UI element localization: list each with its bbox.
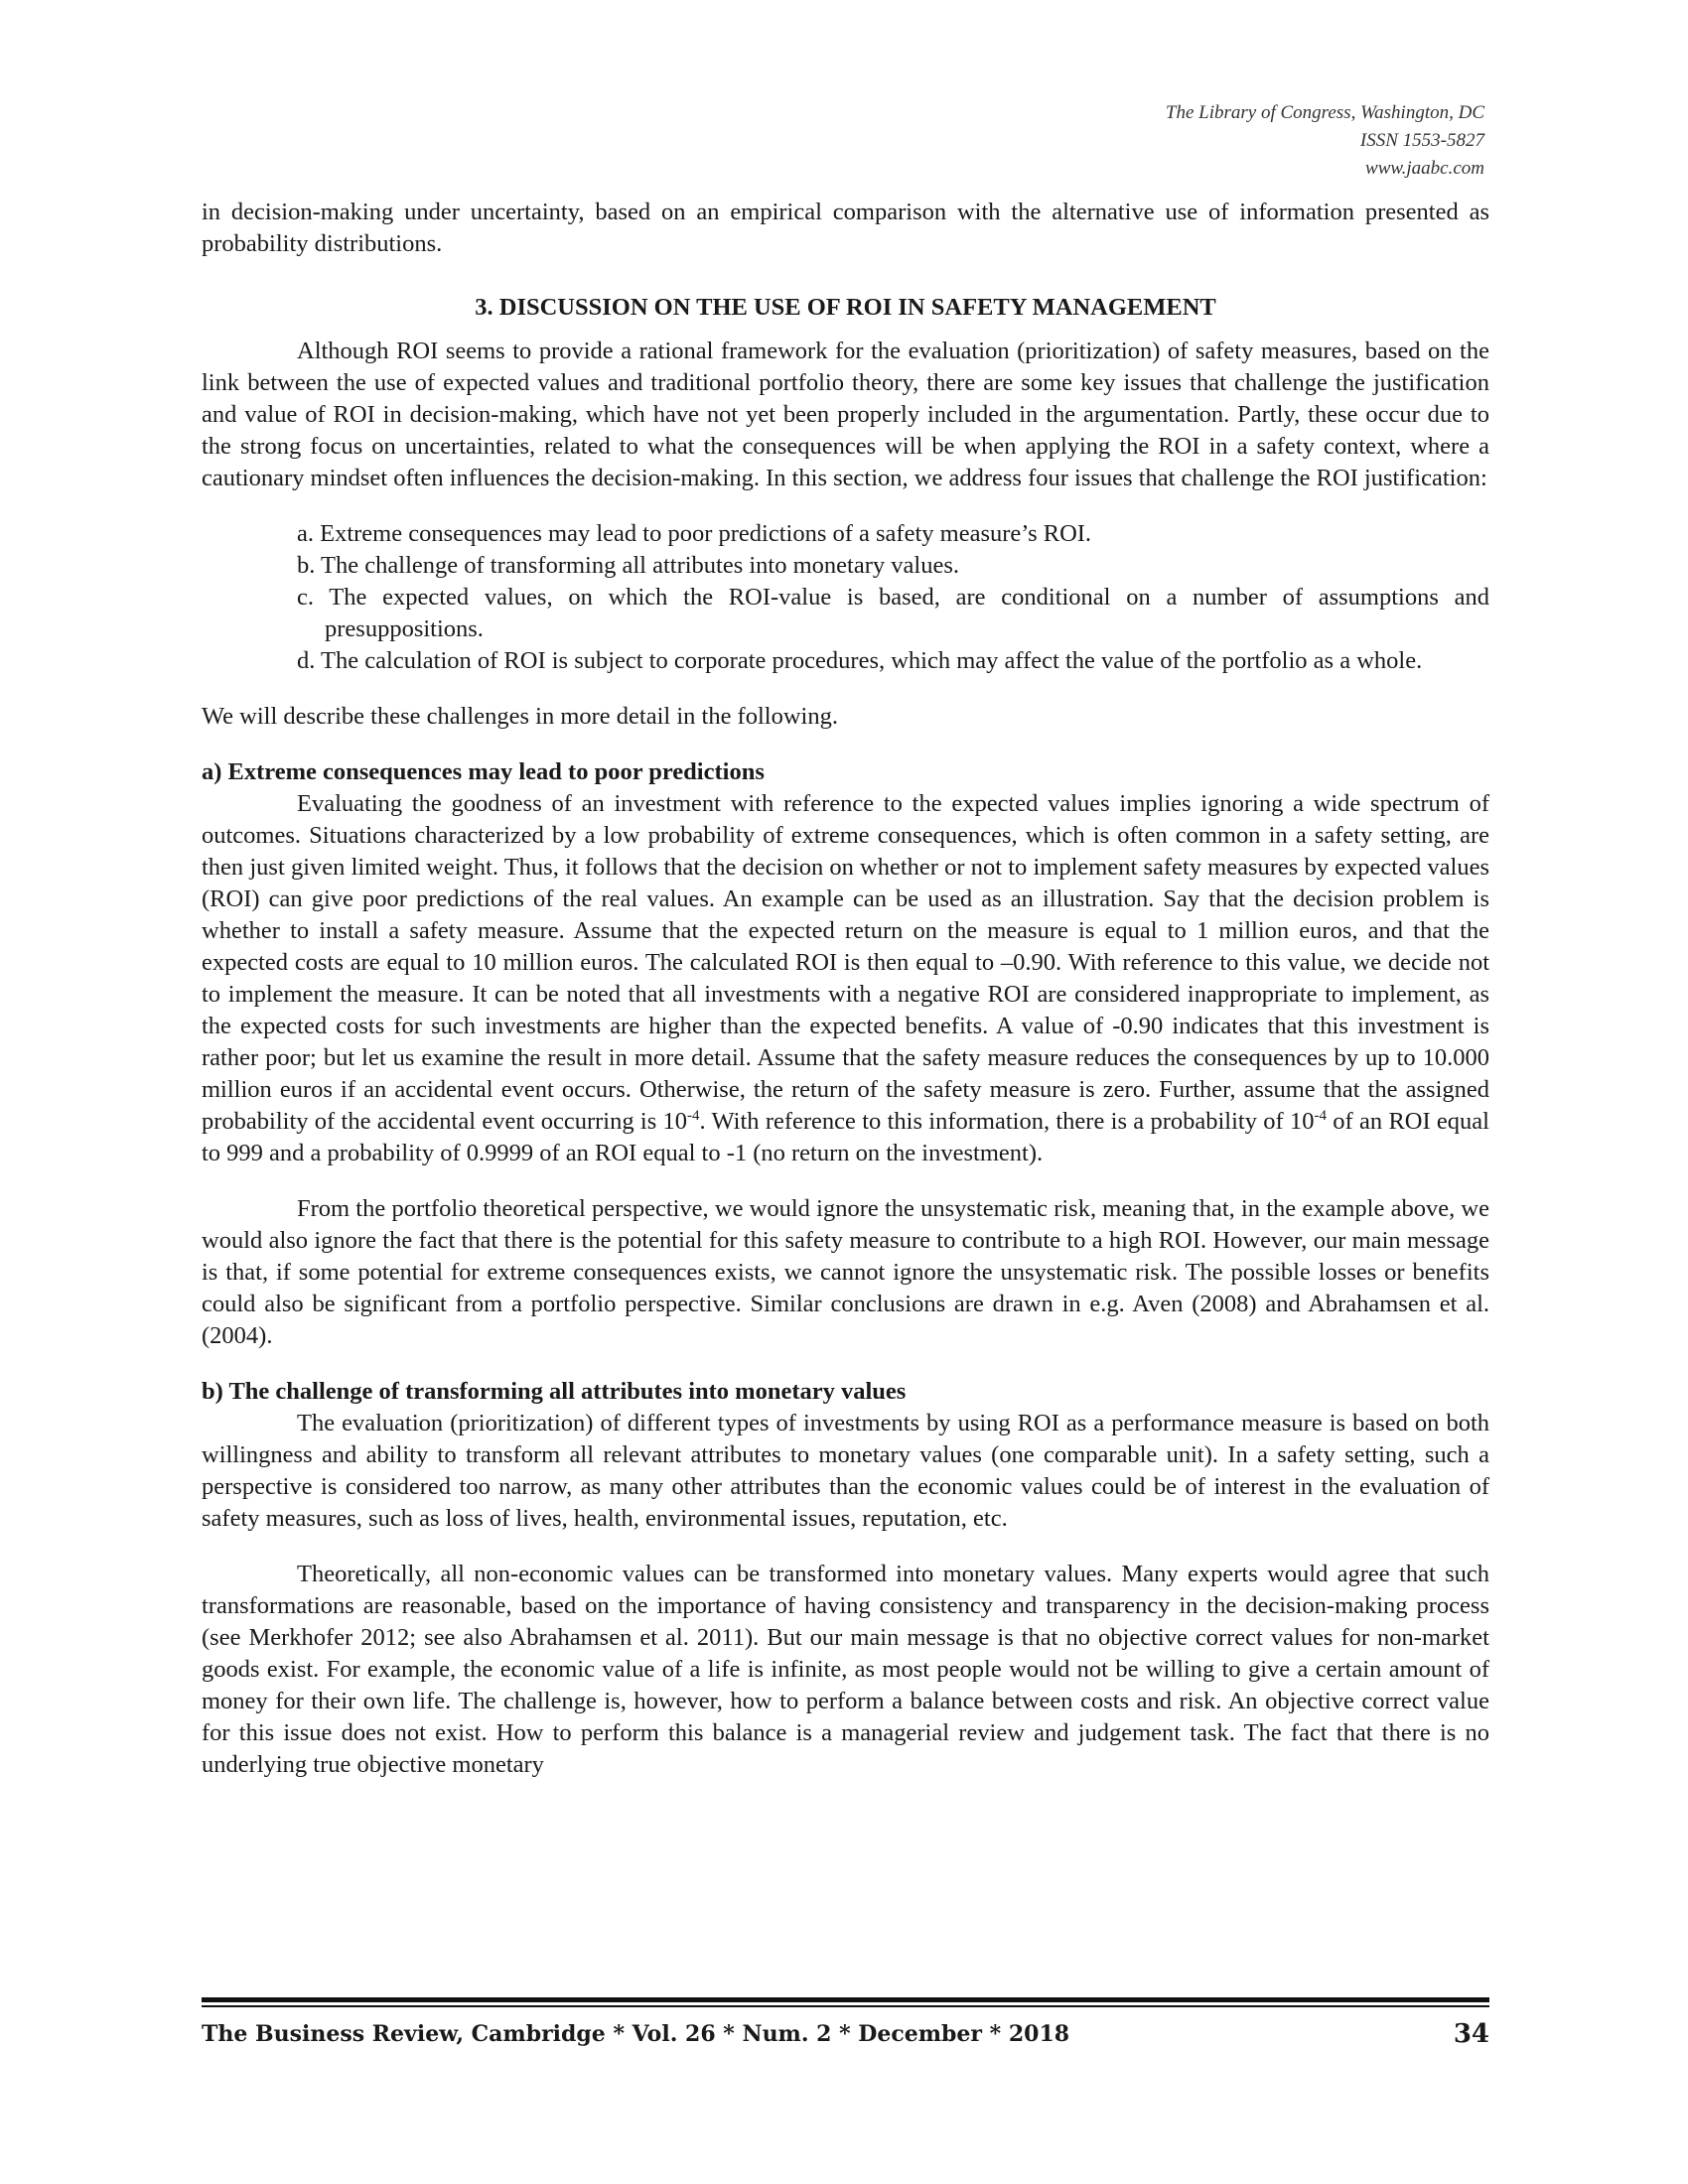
list-item-text: . Extreme consequences may lead to poor predictions of a safety measure’s ROI.: [307, 520, 1092, 547]
body-text: [202, 197, 1489, 1781]
subsection-b-paragraph-2: Theoretically, all non-economic values can be transformed into monetary values. Many experts would agree that such transformations are reasonable, based on the importance of having consistency and transparency in the decision-making process (see Merkhofer 2012; see also Abrahamsen et al. 2011). But our main message is that no objective correct values for non-market goods exist. For example, the economic value of a life is infinite, as most people would not be willing to give a certain amount of money for their own life. The challenge is, however, how to perform a balance between costs and risk. An objective correct value for this issue does not exist. How to perform this balance is a managerial review and judgement task. The fact that there is no underlying true objective monetary: [202, 1561, 1489, 1778]
list-item-label: c: [297, 584, 308, 611]
list-item-text: . The challenge of transforming all attributes into monetary values.: [309, 552, 959, 579]
list-item-text: . The calculation of ROI is subject to corporate procedures, which may affect the value of the portfolio as a whole.: [309, 647, 1423, 674]
issues-list: [297, 518, 1489, 677]
footer-rule: [202, 1997, 1489, 2002]
subsection-a-paragraph-1: Evaluating the goodness of an investment with reference to the expected values implies ignoring a wide spectrum of outcomes. Situations characterized by a low probability of extreme consequences, which is often common in a safety setting, are then just given limited weight. Thus, it follows that the decision on whether or not to implement safety measures by expected values (ROI) can give poor predictions of the real values. An example can be used as an illustration. Say that the decision problem is whether to install a safety measure. Assume that the expected return on the measure is equal to 1 million euros, and that the expected costs are equal to 10 million euros. The calculated ROI is then equal to –0.90. With reference to this value, we decide not to implement the measure. It can be noted that all investments with a negative ROI are considered inappropriate to implement, as the expected costs for such investments are higher than the expected benefits. A value of -0.90 indicates that this investment is rather poor; but let us examine the result in more detail. Assume that the safety measure reduces the consequences by up to 10.000 million euros if an accidental event occurs. Otherwise, the return of the safety measure is zero. Further, assume that the assigned probability of the accidental event occurring is $10^{-4}$. With reference to this information, there is a probability of $10^{-4}$ of an ROI equal to 999 and a probability of 0.9999 of an ROI equal to -1 (no return on the investment).: [202, 790, 1489, 1166]
running-header: [1166, 99, 1484, 183]
subsection-b-paragraph-1: The evaluation (prioritization) of different types of investments by using ROI as a performance measure is based on both willingness and ability to transform all relevant attributes to monetary values (one comparable unit). In a safety setting, such a perspective is considered too narrow, as many other attributes than the economic values could be of interest in the evaluation of safety measures, such as loss of lives, health, environmental issues, reputation, etc.: [202, 1410, 1489, 1532]
describe-line: We will describe these challenges in more detail in the following.: [202, 703, 838, 730]
subsection-a-heading: a) Extreme consequences may lead to poor predictions: [202, 758, 765, 785]
list-item: [297, 582, 1489, 645]
section-paragraph: Although ROI seems to provide a rational framework for the evaluation (prioritization) of safety measures, based on the link between the use of expected values and traditional portfolio theory, there are some key issues that challenge the justification and value of ROI in decision-making, which have not yet been properly included in the argumentation. Partly, these occur due to the strong focus on uncertainties, related to what the consequences will be when applying the ROI in a safety context, where a cautionary mindset often influences the decision-making. In this section, we address four issues that challenge the ROI justification:: [202, 338, 1489, 491]
list-item-label: b: [297, 552, 310, 579]
header-publisher: The Library of Congress, Washington, DC: [1165, 102, 1484, 123]
subsection-b-heading: b) The challenge of transforming all attributes into monetary values: [202, 1378, 907, 1405]
footer-journal-info: The Business Review, Cambridge * Vol. 26 * Num. 2 * December * 2018: [202, 2021, 1070, 2047]
list-item-text: . The expected values, on which the ROI-value is based, are conditional on a number of assumptions and presuppositions.: [307, 584, 1489, 642]
exponent: -4: [687, 1107, 700, 1124]
exponent: -4: [1314, 1107, 1327, 1124]
list-item: [297, 518, 1489, 550]
section-heading: 3. DISCUSSION ON THE USE OF ROI IN SAFETY MANAGEMENT: [475, 294, 1216, 321]
list-item: [297, 645, 1489, 677]
footer-rule-thin: [202, 2005, 1489, 2007]
list-item-label: a: [297, 520, 308, 547]
intro-continuation: in decision-making under uncertainty, based on an empirical comparison with the alternative use of information presented as probability distributions.: [202, 199, 1489, 257]
list-item: [297, 550, 1489, 582]
header-website: www.jaabc.com: [1365, 158, 1484, 179]
header-issn: ISSN 1553-5827: [1359, 130, 1484, 151]
subsection-a-paragraph-2: From the portfolio theoretical perspective, we would ignore the unsystematic risk, meaning that, in the example above, we would also ignore the fact that there is the potential for this safety measure to contribute to a high ROI. However, our main message is that, if some potential for extreme consequences exists, we cannot ignore the unsystematic risk. The possible losses or benefits could also be significant from a portfolio perspective. Similar conclusions are drawn in e.g. Aven (2008) and Abrahamsen et al. (2004).: [202, 1195, 1489, 1349]
list-item-label: d: [297, 647, 310, 674]
page-number: 34: [1453, 2019, 1489, 2049]
